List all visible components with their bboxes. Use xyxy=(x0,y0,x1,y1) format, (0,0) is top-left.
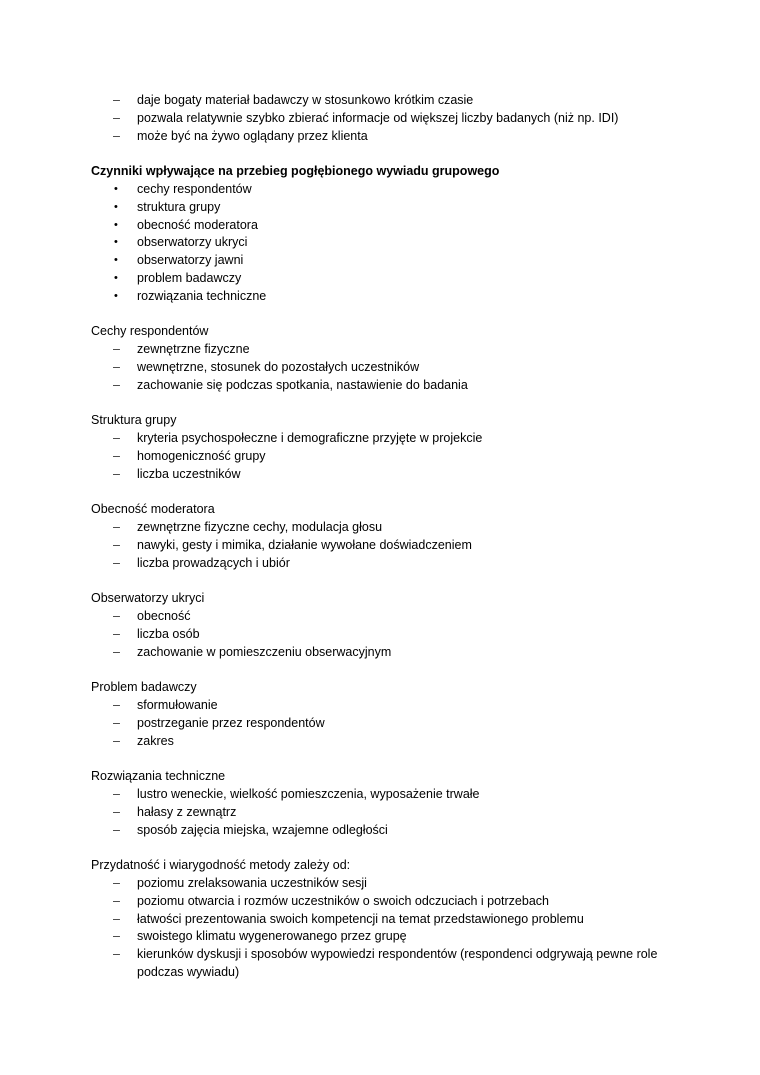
section xyxy=(91,501,691,572)
dash-marker: – xyxy=(113,733,120,748)
section xyxy=(91,857,691,982)
bullet-marker: • xyxy=(114,182,118,195)
dash-marker: – xyxy=(113,822,120,837)
list-item xyxy=(91,377,691,395)
list-item-text: liczba uczestników xyxy=(137,466,241,481)
list-item-text: zachowanie w pomieszczeniu obserwacyjnym xyxy=(137,644,392,659)
dash-marker: – xyxy=(113,626,120,641)
list-item xyxy=(91,128,691,146)
section-heading: Cechy respondentów xyxy=(91,324,209,339)
bullet-marker: • xyxy=(114,236,118,249)
list-item-text: rozwiązania techniczne xyxy=(137,288,267,303)
dash-marker: – xyxy=(113,466,120,481)
list-item xyxy=(91,288,691,306)
list-item xyxy=(91,555,691,573)
list-item-text: nawyki, gesty i mimika, działanie wywołane doświadczeniem xyxy=(137,537,472,552)
list-item xyxy=(91,946,691,982)
dash-marker: – xyxy=(113,110,120,125)
list-item-text: problem badawczy xyxy=(137,270,242,285)
list-item xyxy=(91,92,691,110)
section xyxy=(91,163,691,305)
dash-marker: – xyxy=(113,644,120,659)
list-item-text: obecność moderatora xyxy=(137,217,258,232)
dash-list xyxy=(91,519,691,572)
list-item-text: swoistego klimatu wygenerowanego przez grupę xyxy=(137,929,407,944)
list-item xyxy=(91,430,691,448)
section-heading: Przydatność i wiarygodność metody zależy od: xyxy=(91,858,351,873)
bullet-marker: • xyxy=(114,271,118,284)
list-item xyxy=(91,928,691,946)
section xyxy=(91,679,691,750)
list-item xyxy=(91,608,691,626)
list-item-text: lustro weneckie, wielkość pomieszczenia, wyposażenie trwałe xyxy=(137,787,480,802)
list-item xyxy=(91,110,691,128)
list-item xyxy=(91,537,691,555)
dash-marker: – xyxy=(113,947,120,962)
dash-marker: – xyxy=(113,93,120,107)
list-item-text: postrzeganie przez respondentów xyxy=(137,715,325,730)
dash-marker: – xyxy=(113,359,120,374)
dash-marker: – xyxy=(113,431,120,446)
list-item xyxy=(91,359,691,377)
section-heading: Czynniki wpływające na przebieg pogłębionego wywiadu grupowego xyxy=(91,164,500,179)
dash-marker: – xyxy=(113,448,120,463)
list-item-text: poziomu zrelaksowania uczestników sesji xyxy=(137,876,367,891)
list-item-text: liczba prowadzących i ubiór xyxy=(137,555,290,570)
document-body xyxy=(91,92,691,1000)
bullet-marker: • xyxy=(114,218,118,231)
list-item xyxy=(91,875,691,893)
bullet-marker: • xyxy=(114,289,118,302)
list-item xyxy=(91,733,691,751)
list-item-text: wewnętrzne, stosunek do pozostałych uczestników xyxy=(137,359,420,374)
list-item xyxy=(91,199,691,217)
list-item xyxy=(91,804,691,822)
list-item-text: zachowanie się podczas spotkania, nastawienie do badania xyxy=(137,377,468,392)
list-item-text: homogeniczność grupy xyxy=(137,448,266,463)
list-item xyxy=(91,181,691,199)
list-item-text: zewnętrzne fizyczne cechy, modulacja głosu xyxy=(137,520,383,535)
list-item xyxy=(91,341,691,359)
dash-list xyxy=(91,341,691,394)
list-item-text: liczba osób xyxy=(137,626,200,641)
list-item-text: sformułowanie xyxy=(137,698,218,713)
section xyxy=(91,590,691,661)
section-heading: Obserwatorzy ukryci xyxy=(91,591,205,606)
dash-marker: – xyxy=(113,804,120,819)
list-item-text: kryteria psychospołeczne i demograficzne przyjęte w projekcie xyxy=(137,431,483,446)
list-item-text: zewnętrzne fizyczne xyxy=(137,342,250,357)
list-item-text: daje bogaty materiał badawczy w stosunkowo krótkim czasie xyxy=(137,93,474,107)
dash-marker: – xyxy=(113,715,120,730)
dash-marker: – xyxy=(113,555,120,570)
section-heading: Rozwiązania techniczne xyxy=(91,769,226,784)
list-item xyxy=(91,217,691,235)
section-heading: Obecność moderatora xyxy=(91,502,215,517)
list-item xyxy=(91,270,691,288)
dash-list xyxy=(91,786,691,839)
list-item-text: poziomu otwarcia i rozmów uczestników o swoich odczuciach i potrzebach xyxy=(137,893,549,908)
list-item-text: obecność xyxy=(137,609,191,624)
list-item xyxy=(91,822,691,840)
list-item-text: obserwatorzy ukryci xyxy=(137,235,248,250)
bullet-marker: • xyxy=(114,200,118,213)
list-item xyxy=(91,234,691,252)
dash-marker: – xyxy=(113,537,120,552)
section-heading: Struktura grupy xyxy=(91,413,177,428)
list-item xyxy=(91,644,691,662)
bullet-list xyxy=(91,181,691,306)
list-item xyxy=(91,893,691,911)
list-item xyxy=(91,626,691,644)
list-item-text: może być na żywo oglądany przez klienta xyxy=(137,128,368,143)
list-item xyxy=(91,466,691,484)
section xyxy=(91,323,691,394)
list-item-text: cechy respondentów xyxy=(137,181,252,196)
list-item-text: hałasy z zewnątrz xyxy=(137,804,237,819)
list-item-text: łatwości prezentowania swoich kompetencji na temat przedstawionego problemu xyxy=(137,911,584,926)
list-item xyxy=(91,448,691,466)
dash-list xyxy=(91,430,691,483)
list-item xyxy=(91,715,691,733)
dash-marker: – xyxy=(113,520,120,535)
section xyxy=(91,768,691,839)
list-item xyxy=(91,519,691,537)
list-item-text: obserwatorzy jawni xyxy=(137,253,244,268)
section xyxy=(91,412,691,483)
dash-list xyxy=(91,697,691,750)
list-item xyxy=(91,786,691,804)
dash-marker: – xyxy=(113,893,120,908)
section xyxy=(91,92,691,145)
dash-marker: – xyxy=(113,377,120,392)
list-item xyxy=(91,697,691,715)
dash-marker: – xyxy=(113,342,120,357)
list-item-text: sposób zajęcia miejska, wzajemne odległości xyxy=(137,822,388,837)
dash-marker: – xyxy=(113,128,120,143)
dash-marker: – xyxy=(113,876,120,891)
list-item-text: pozwala relatywnie szybko zbierać informacje od większej liczby badanych (niż np. IDI) xyxy=(137,110,619,125)
dash-marker: – xyxy=(113,609,120,624)
dash-marker: – xyxy=(113,698,120,713)
bullet-marker: • xyxy=(114,254,118,267)
section-heading: Problem badawczy xyxy=(91,680,197,695)
dash-marker: – xyxy=(113,787,120,802)
list-item-text: struktura grupy xyxy=(137,199,221,214)
list-item-text: kierunków dyskusji i sposobów wypowiedzi respondentów (respondenci odgrywają pewne role podczas wywiadu) xyxy=(137,947,658,980)
dash-list xyxy=(91,608,691,661)
dash-list xyxy=(91,92,691,145)
dash-marker: – xyxy=(113,929,120,944)
dash-marker: – xyxy=(113,911,120,926)
dash-list xyxy=(91,875,691,982)
list-item xyxy=(91,252,691,270)
list-item-text: zakres xyxy=(137,733,174,748)
list-item xyxy=(91,911,691,929)
